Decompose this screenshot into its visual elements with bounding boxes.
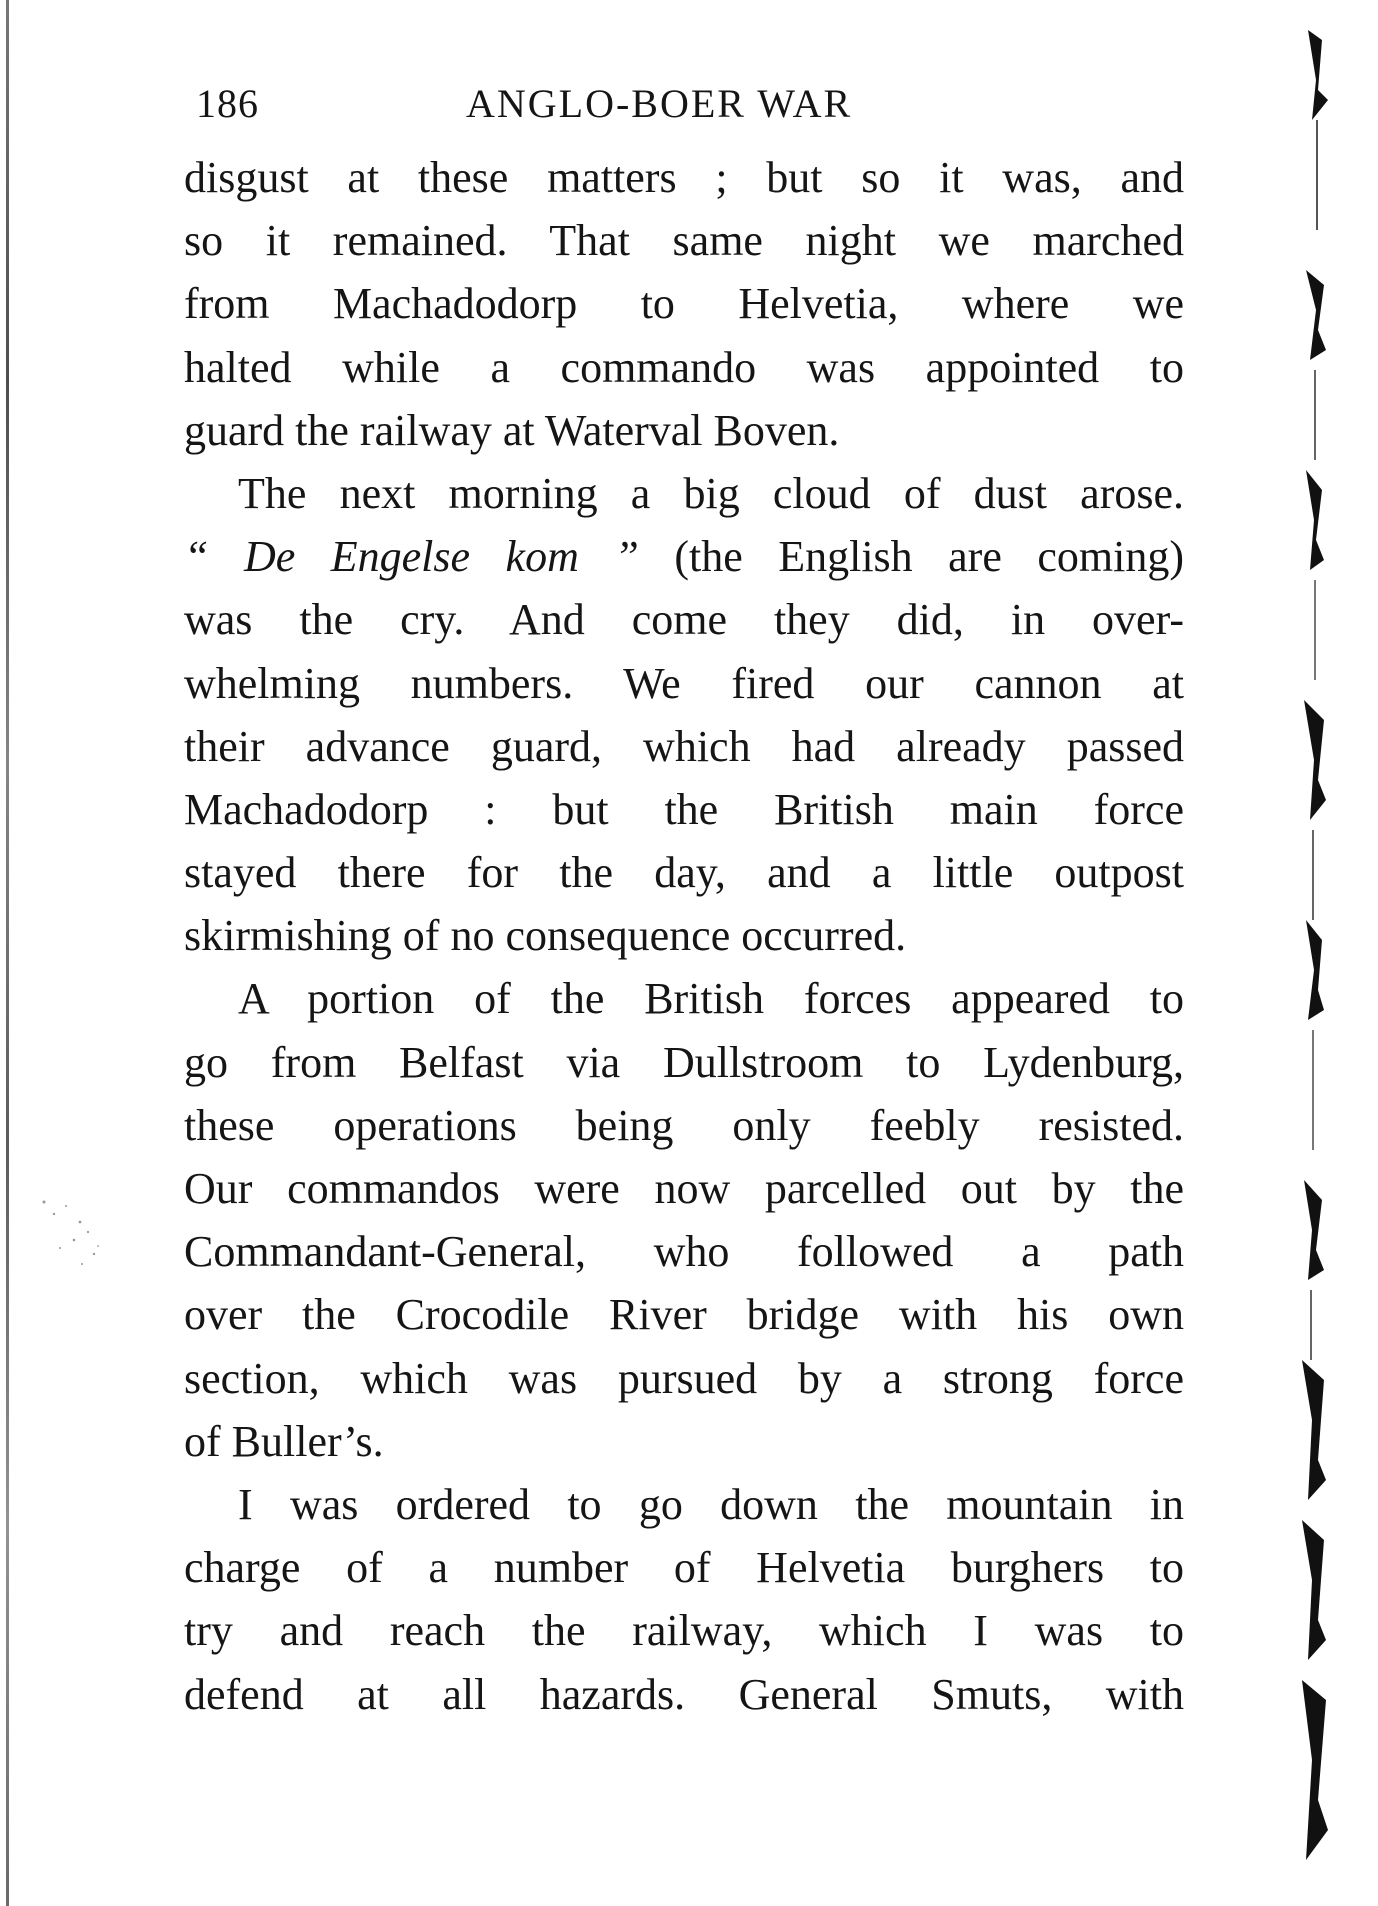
paragraph-3 xyxy=(184,967,1184,1473)
text-line: defend at all hazards. General Smuts, with xyxy=(184,1669,1184,1719)
text-line: try and reach the railway, which I was to xyxy=(184,1606,1184,1656)
page-right-edge xyxy=(1288,0,1378,1906)
paragraph-4 xyxy=(184,1473,1184,1726)
text-line: halted while a commando was appointed to xyxy=(184,342,1184,392)
page-header xyxy=(196,80,1186,140)
text-line: go from Belfast via Dullstroom to Lydenburg, xyxy=(184,1037,1184,1087)
text-line: guard the railway at Waterval Boven. xyxy=(184,405,840,455)
text-line: skirmishing of no consequence occurred. xyxy=(184,911,907,961)
page-left-edge xyxy=(6,0,9,1906)
running-title: ANGLO-BOER WAR xyxy=(466,81,853,126)
text-line: Machadodorp : but the British main force xyxy=(184,784,1184,834)
text-line: so it remained. That same night we marched xyxy=(184,216,1184,266)
text-line: I was ordered to go down the mountain in xyxy=(238,1479,1184,1529)
body-text xyxy=(184,146,1184,1726)
text-line: Our commandos were now parcelled out by the xyxy=(184,1164,1184,1213)
text-line: The next morning a big cloud of dust arose. xyxy=(238,468,1184,518)
paragraph-1 xyxy=(184,146,1184,462)
text-line: over the Crocodile River bridge with his own xyxy=(184,1290,1184,1340)
text-line: stayed there for the day, and a little outpost xyxy=(184,848,1184,898)
text-line: their advance guard, which had already passed xyxy=(184,721,1184,771)
text-line: Commandant-General, who followed a path xyxy=(184,1227,1184,1277)
text-line: was the cry. And come they did, in over- xyxy=(184,595,1184,645)
paragraph-2 xyxy=(184,462,1184,968)
text-line: disgust at these matters ; but so it was, and xyxy=(184,153,1184,202)
print-specks xyxy=(36,1192,106,1282)
text-line: section, which was pursued by a strong force xyxy=(184,1353,1184,1403)
text-line-rest: (the English are coming) xyxy=(674,532,1184,582)
text-line: of Buller’s. xyxy=(184,1416,384,1466)
text-line: charge of a number of Helvetia burghers to xyxy=(184,1543,1184,1593)
text-line: from Machadodorp to Helvetia, where we xyxy=(184,279,1184,329)
text-line: A portion of the British forces appeared to xyxy=(238,974,1184,1024)
page-number: 186 xyxy=(196,81,259,126)
text-line: whelming numbers. We fired our cannon at xyxy=(184,658,1184,708)
text-line-with-quote xyxy=(184,525,1184,588)
italic-phrase: “ De Engelse kom ” xyxy=(184,532,639,582)
text-line: these operations being only feebly resisted. xyxy=(184,1100,1184,1150)
